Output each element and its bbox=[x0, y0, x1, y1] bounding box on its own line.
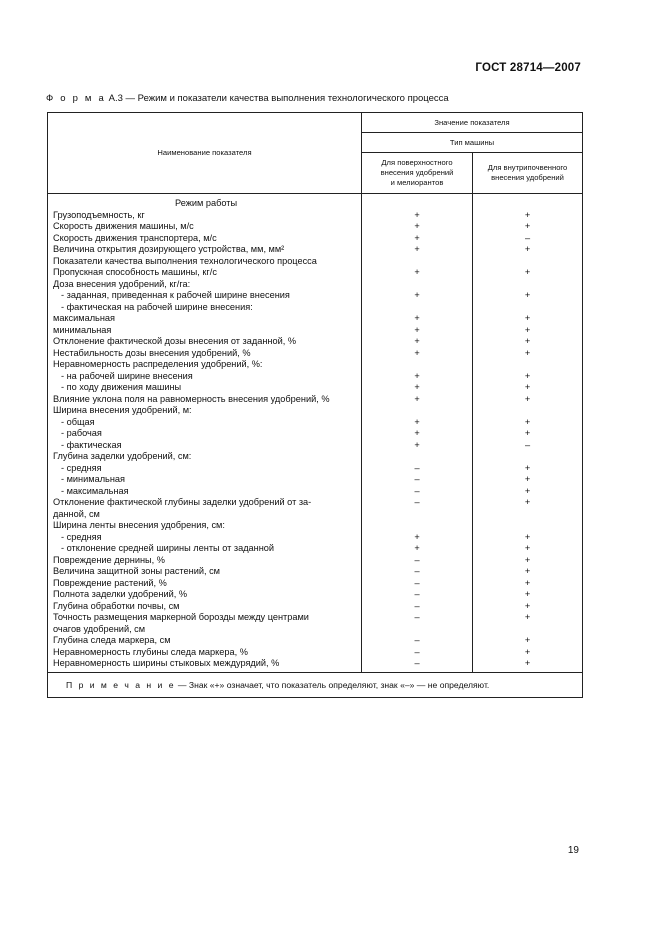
column-header-name: Наименование показателя bbox=[48, 113, 362, 194]
indicator-name: данной, см bbox=[53, 508, 100, 519]
indicator-name: Величина открытия дозирующего устройства, мм, мм² bbox=[53, 244, 285, 254]
indicators-table bbox=[47, 112, 583, 698]
indicator-name: - по ходу движения машины bbox=[61, 382, 182, 392]
surface-value: – bbox=[414, 612, 420, 622]
subsoil-value: + bbox=[524, 290, 531, 300]
note-text: — Знак «+» означает, что показатель определяют, знак «–» — не определяют. bbox=[177, 679, 490, 690]
subsoil-value: + bbox=[524, 428, 531, 438]
surface-value: + bbox=[414, 543, 420, 553]
indicator-name: Ширина ленты внесения удобрения, см: bbox=[53, 520, 225, 530]
surface-value bbox=[362, 279, 472, 291]
subsoil-value: + bbox=[524, 393, 531, 404]
column-header-surface bbox=[362, 153, 473, 194]
surface-values-column bbox=[362, 194, 473, 673]
surface-value: + bbox=[414, 267, 420, 277]
indicator-name: Показатели качества выполнения технологического процесса bbox=[53, 255, 317, 266]
indicator-name: Неравномерность глубины следа маркера, % bbox=[53, 646, 248, 657]
indicator-name: Скорость движения машины, м/с bbox=[53, 221, 194, 231]
subsoil-value bbox=[473, 624, 582, 636]
subsoil-value: – bbox=[524, 232, 531, 243]
surface-value bbox=[362, 451, 472, 463]
subsoil-value: + bbox=[524, 313, 531, 323]
subsoil-value: + bbox=[524, 485, 531, 496]
subsoil-value: + bbox=[524, 416, 531, 427]
subsoil-value: + bbox=[524, 658, 531, 668]
surface-value: – bbox=[414, 635, 420, 645]
surface-value: – bbox=[414, 497, 420, 507]
indicator-name: Глубина заделки удобрений, см: bbox=[53, 451, 192, 461]
section-heading: Режим работы bbox=[175, 198, 238, 208]
surface-value: + bbox=[414, 232, 420, 243]
subsoil-value bbox=[473, 520, 582, 532]
indicator-name: - средняя bbox=[61, 462, 102, 473]
indicator-name: - общая bbox=[61, 416, 95, 427]
indicator-name: - заданная, приведенная к рабочей ширине внесения bbox=[61, 290, 290, 300]
surface-value: + bbox=[414, 336, 420, 346]
subsoil-value bbox=[473, 198, 582, 210]
subsoil-value: + bbox=[524, 462, 531, 473]
subsoil-value: + bbox=[524, 221, 531, 231]
subsoil-value bbox=[473, 359, 582, 371]
form-number: А.3 bbox=[108, 93, 123, 104]
indicator-name: - отклонение средней ширины ленты от заданной bbox=[61, 543, 275, 553]
subsoil-value: + bbox=[524, 324, 531, 335]
surface-value: + bbox=[414, 324, 420, 335]
surface-value: + bbox=[414, 416, 420, 427]
indicator-name: Пропускная способность машины, кг/с bbox=[53, 267, 217, 277]
surface-value: – bbox=[414, 474, 420, 484]
indicator-name: Нестабильность дозы внесения удобрений, % bbox=[53, 347, 251, 358]
table-body-row bbox=[48, 194, 583, 673]
note-label: П р и м е ч а н и е bbox=[66, 679, 176, 690]
surface-value: – bbox=[414, 600, 420, 611]
surface-value: + bbox=[414, 531, 420, 542]
subsoil-value: + bbox=[524, 635, 531, 645]
subsoil-value: – bbox=[524, 439, 531, 450]
surface-value: + bbox=[414, 393, 420, 404]
surface-value bbox=[362, 302, 472, 314]
subsoil-value: + bbox=[524, 497, 531, 507]
surface-value: – bbox=[414, 589, 420, 599]
indicator-name: Повреждение дернины, % bbox=[53, 554, 165, 565]
surface-value bbox=[362, 405, 472, 417]
indicator-name: Ширина внесения удобрений, м: bbox=[53, 405, 192, 415]
subsoil-value: + bbox=[524, 531, 531, 542]
column-header-subsoil-line: внесения удобрений bbox=[491, 173, 564, 182]
page-number: 19 bbox=[567, 845, 579, 856]
subsoil-value: + bbox=[524, 646, 531, 657]
form-title bbox=[46, 93, 449, 104]
surface-value: – bbox=[414, 646, 420, 657]
surface-value: + bbox=[414, 370, 420, 381]
indicator-name: Глубина обработки почвы, см bbox=[53, 600, 180, 611]
document-code: ГОСТ 28714—2007 bbox=[475, 62, 581, 74]
surface-value: – bbox=[414, 462, 420, 473]
indicator-name: Скорость движения транспортера, м/с bbox=[53, 232, 217, 243]
column-header-surface-line: и мелиорантов bbox=[390, 178, 444, 187]
surface-value: – bbox=[414, 554, 420, 565]
surface-value bbox=[362, 198, 472, 210]
subsoil-value: + bbox=[524, 612, 531, 622]
form-title-text: — Режим и показатели качества выполнения технологического процесса bbox=[125, 93, 449, 104]
indicator-name: Повреждение растений, % bbox=[53, 577, 167, 588]
subsoil-value bbox=[473, 279, 582, 291]
column-header-machine-type: Тип машины bbox=[362, 133, 583, 153]
surface-value bbox=[362, 256, 472, 268]
indicator-name: - максимальная bbox=[61, 485, 129, 496]
column-header-surface-line: Для поверхностного bbox=[381, 158, 453, 167]
surface-value bbox=[362, 520, 472, 532]
subsoil-value bbox=[473, 302, 582, 314]
surface-value: + bbox=[414, 290, 420, 300]
subsoil-value: + bbox=[524, 244, 531, 254]
subsoil-value: + bbox=[524, 589, 531, 599]
indicator-name: - минимальная bbox=[61, 474, 125, 484]
surface-value: – bbox=[414, 577, 420, 588]
surface-value: + bbox=[414, 209, 420, 220]
column-header-subsoil-line: Для внутрипочвенного bbox=[487, 163, 568, 172]
subsoil-value: + bbox=[524, 543, 531, 553]
indicator-name: - средняя bbox=[61, 531, 102, 542]
surface-value: + bbox=[414, 382, 420, 392]
indicator-name: - фактическая bbox=[61, 439, 122, 450]
surface-value: + bbox=[414, 347, 420, 358]
subsoil-value: + bbox=[524, 474, 531, 484]
indicator-name: Глубина следа маркера, см bbox=[53, 635, 171, 645]
subsoil-value: + bbox=[524, 577, 531, 588]
surface-value: – bbox=[414, 485, 420, 496]
indicator-name: Грузоподъемность, кг bbox=[53, 209, 145, 220]
indicator-names-column bbox=[48, 194, 362, 673]
indicator-name: Отклонение фактической дозы внесения от заданной, % bbox=[53, 336, 297, 346]
indicator-name: очагов удобрений, см bbox=[53, 623, 146, 634]
subsoil-value: + bbox=[524, 336, 531, 346]
subsoil-value: + bbox=[524, 566, 531, 576]
column-header-surface-line: внесения удобрений bbox=[380, 168, 454, 177]
surface-value: + bbox=[414, 244, 420, 254]
surface-value bbox=[362, 359, 472, 371]
surface-value: + bbox=[414, 313, 420, 323]
column-header-value: Значение показателя bbox=[362, 113, 583, 133]
indicator-name: Неравномерность ширины стыковых междурядий, % bbox=[53, 658, 280, 668]
subsoil-value: + bbox=[524, 209, 531, 220]
indicator-name: минимальная bbox=[53, 324, 112, 335]
surface-value: + bbox=[414, 439, 420, 450]
subsoil-value: + bbox=[524, 267, 531, 277]
indicator-name: - на рабочей ширине внесения bbox=[61, 370, 193, 381]
surface-value: + bbox=[414, 221, 420, 231]
indicator-name: Отклонение фактической глубины заделки удобрений от за- bbox=[53, 497, 312, 507]
subsoil-value: + bbox=[524, 382, 531, 392]
surface-value bbox=[362, 624, 472, 636]
table-note bbox=[48, 672, 583, 697]
subsoil-value bbox=[473, 256, 582, 268]
column-header-subsoil bbox=[473, 153, 583, 194]
subsoil-value bbox=[473, 509, 582, 521]
surface-value bbox=[362, 509, 472, 521]
subsoil-value: + bbox=[524, 600, 531, 611]
subsoil-values-column bbox=[473, 194, 583, 673]
indicator-name: Точность размещения маркерной борозды между центрами bbox=[53, 612, 309, 622]
indicator-name: Неравномерность распределения удобрений, %: bbox=[53, 359, 263, 369]
indicator-name: максимальная bbox=[53, 313, 116, 323]
subsoil-value: + bbox=[524, 554, 531, 565]
indicator-name: - рабочая bbox=[61, 428, 102, 438]
subsoil-value bbox=[473, 405, 582, 417]
surface-value: + bbox=[414, 428, 420, 438]
subsoil-value: + bbox=[524, 370, 531, 381]
subsoil-value: + bbox=[524, 347, 531, 358]
indicator-name: - фактическая на рабочей ширине внесения: bbox=[61, 301, 253, 312]
surface-value: – bbox=[414, 658, 420, 668]
indicator-name: Влияние уклона поля на равномерность внесения удобрений, % bbox=[53, 393, 330, 404]
indicator-name: Полнота заделки удобрений, % bbox=[53, 589, 188, 599]
form-label: Ф о р м а bbox=[46, 93, 106, 104]
indicator-name: Величина защитной зоны растений, см bbox=[53, 566, 220, 576]
surface-value: – bbox=[414, 566, 420, 576]
indicator-name: Доза внесения удобрений, кг/га: bbox=[53, 278, 191, 289]
subsoil-value bbox=[473, 451, 582, 463]
